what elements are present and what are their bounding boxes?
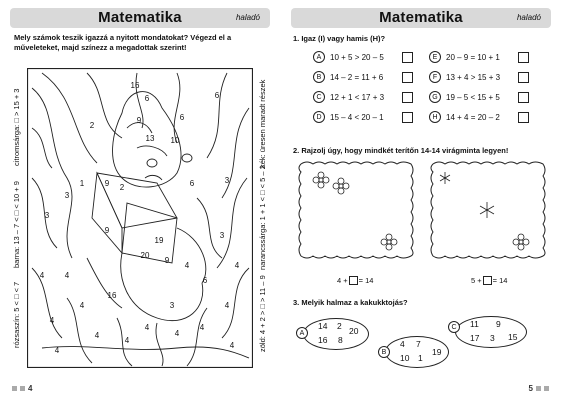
letter-badge: F bbox=[429, 71, 441, 83]
color-key-green: zöld: 4 + 2 > □ > 11 – 9 bbox=[258, 275, 267, 352]
set-a[interactable]: A 14 2 20 16 8 bbox=[303, 318, 369, 350]
footer-square-icon bbox=[12, 386, 17, 391]
statement-g bbox=[429, 90, 529, 104]
footer-square-icon bbox=[20, 386, 25, 391]
letter-badge: C bbox=[313, 91, 325, 103]
answer-blank[interactable] bbox=[483, 276, 492, 285]
region-number: 1 bbox=[79, 179, 85, 188]
region-number: 16 bbox=[107, 291, 117, 300]
statement-expr: 15 – 4 < 20 – 1 bbox=[330, 112, 384, 122]
right-page bbox=[281, 0, 561, 400]
region-number: 20 bbox=[140, 251, 150, 260]
region-number: 4 bbox=[199, 323, 205, 332]
region-number: 4 bbox=[64, 271, 70, 280]
instruction-text: Mely számok teszik igazzá a nyitott mondatokat? Végezd el a műveleteket, majd színezz a megadottak szerint! bbox=[14, 33, 232, 52]
answer-box[interactable] bbox=[402, 112, 413, 123]
region-number: 4 bbox=[234, 261, 240, 270]
region-number: 4 bbox=[184, 261, 190, 270]
color-key-blue: kék: üresen maradt részek bbox=[258, 79, 267, 168]
question-3: 3. Melyik halmaz a kakukktojás? bbox=[293, 298, 408, 307]
letter-badge: H bbox=[429, 111, 441, 123]
statement-expr: 14 + 4 = 20 – 2 bbox=[446, 112, 500, 122]
region-number: 4 bbox=[79, 301, 85, 310]
level-label: haladó bbox=[516, 13, 541, 22]
statement-expr: 19 – 5 < 15 + 5 bbox=[446, 92, 500, 102]
set-letter: A bbox=[296, 327, 308, 339]
region-number: 9 bbox=[164, 256, 170, 265]
set-letter: B bbox=[378, 346, 390, 358]
region-number: 6 bbox=[202, 276, 208, 285]
region-number: 3 bbox=[64, 191, 70, 200]
set-b[interactable]: B 4 7 19 10 1 bbox=[385, 336, 449, 368]
statement-h bbox=[429, 110, 529, 124]
statement-e bbox=[429, 50, 529, 64]
color-key-pink: rózsaszín: 5 < □ < 7 bbox=[12, 281, 21, 348]
region-number: 6 bbox=[179, 113, 185, 122]
statement-expr: 14 – 2 = 11 + 6 bbox=[330, 72, 384, 82]
region-number: 16 bbox=[130, 81, 140, 90]
letter-badge: E bbox=[429, 51, 441, 63]
statement-expr: 12 + 1 < 17 + 3 bbox=[330, 92, 385, 102]
answer-box[interactable] bbox=[402, 92, 413, 103]
region-number: 10 bbox=[170, 136, 180, 145]
region-number: 13 bbox=[145, 134, 155, 143]
statement-b bbox=[313, 70, 413, 84]
region-number: 4 bbox=[39, 271, 45, 280]
equation-right: 5 + = 14 bbox=[471, 276, 508, 285]
set-c[interactable]: C 11 9 15 17 3 bbox=[455, 316, 527, 348]
region-number: 19 bbox=[154, 236, 164, 245]
answer-box[interactable] bbox=[518, 52, 529, 63]
answer-box[interactable] bbox=[402, 52, 413, 63]
equation-left: 4 + = 14 bbox=[337, 276, 374, 285]
region-number: 6 bbox=[144, 94, 150, 103]
region-number: 3 bbox=[169, 301, 175, 310]
tablecloth-left[interactable] bbox=[297, 160, 415, 260]
page-header bbox=[291, 8, 551, 28]
region-number: 9 bbox=[136, 116, 142, 125]
region-number: 6 bbox=[189, 179, 195, 188]
letter-badge: A bbox=[313, 51, 325, 63]
statement-expr: 10 + 5 > 20 – 5 bbox=[330, 52, 384, 62]
statement-c bbox=[313, 90, 413, 104]
region-number: 3 bbox=[44, 211, 50, 220]
footer-square-icon bbox=[544, 386, 549, 391]
question-2: 2. Rajzolj úgy, hogy mindkét terítőn 14-14 virágminta legyen! bbox=[293, 146, 509, 155]
region-number: 3 bbox=[224, 176, 230, 185]
statement-a bbox=[313, 50, 413, 64]
region-number: 4 bbox=[54, 346, 60, 355]
region-number: 6 bbox=[214, 91, 220, 100]
region-number: 4 bbox=[224, 301, 230, 310]
level-label: haladó bbox=[235, 13, 260, 22]
set-letter: C bbox=[448, 321, 460, 333]
statement-expr: 20 – 9 = 10 + 1 bbox=[446, 52, 500, 62]
left-page bbox=[0, 0, 280, 400]
question-1: 1. Igaz (I) vagy hamis (H)? bbox=[293, 34, 386, 43]
region-number: 9 bbox=[104, 179, 110, 188]
color-key-brown: barna: 13 – 7 < □ < 10 + 9 bbox=[12, 181, 21, 268]
answer-blank[interactable] bbox=[349, 276, 358, 285]
answer-box[interactable] bbox=[402, 72, 413, 83]
region-number: 2 bbox=[119, 183, 125, 192]
answer-box[interactable] bbox=[518, 72, 529, 83]
footer-square-icon bbox=[536, 386, 541, 391]
region-number: 4 bbox=[124, 336, 130, 345]
region-number: 4 bbox=[144, 323, 150, 332]
tablecloth-right[interactable] bbox=[429, 160, 547, 260]
region-number: 4 bbox=[94, 331, 100, 340]
region-number: 9 bbox=[104, 226, 110, 235]
letter-badge: D bbox=[313, 111, 325, 123]
statement-d bbox=[313, 110, 413, 124]
letter-badge: G bbox=[429, 91, 441, 103]
region-number: 4 bbox=[49, 316, 55, 325]
answer-box[interactable] bbox=[518, 112, 529, 123]
page-title: Matematika bbox=[98, 9, 182, 26]
color-key-yellow: citromsárga: □ > 15 + 3 bbox=[12, 88, 21, 166]
letter-badge: B bbox=[313, 71, 325, 83]
region-number: 4 bbox=[229, 341, 235, 350]
region-number: 3 bbox=[219, 231, 225, 240]
page-header bbox=[10, 8, 270, 28]
answer-box[interactable] bbox=[518, 92, 529, 103]
page-title: Matematika bbox=[379, 9, 463, 26]
statement-f bbox=[429, 70, 529, 84]
region-number: 2 bbox=[89, 121, 95, 130]
color-key-orange: narancssárga: 1 + 1 < □ < 5 – 2 bbox=[258, 165, 267, 270]
page-number-right: 5 bbox=[529, 384, 549, 393]
region-number: 4 bbox=[174, 329, 180, 338]
color-by-number-picture bbox=[27, 68, 253, 368]
page-number-left: 4 bbox=[12, 384, 32, 393]
statement-expr: 13 + 4 > 15 + 3 bbox=[446, 72, 501, 82]
